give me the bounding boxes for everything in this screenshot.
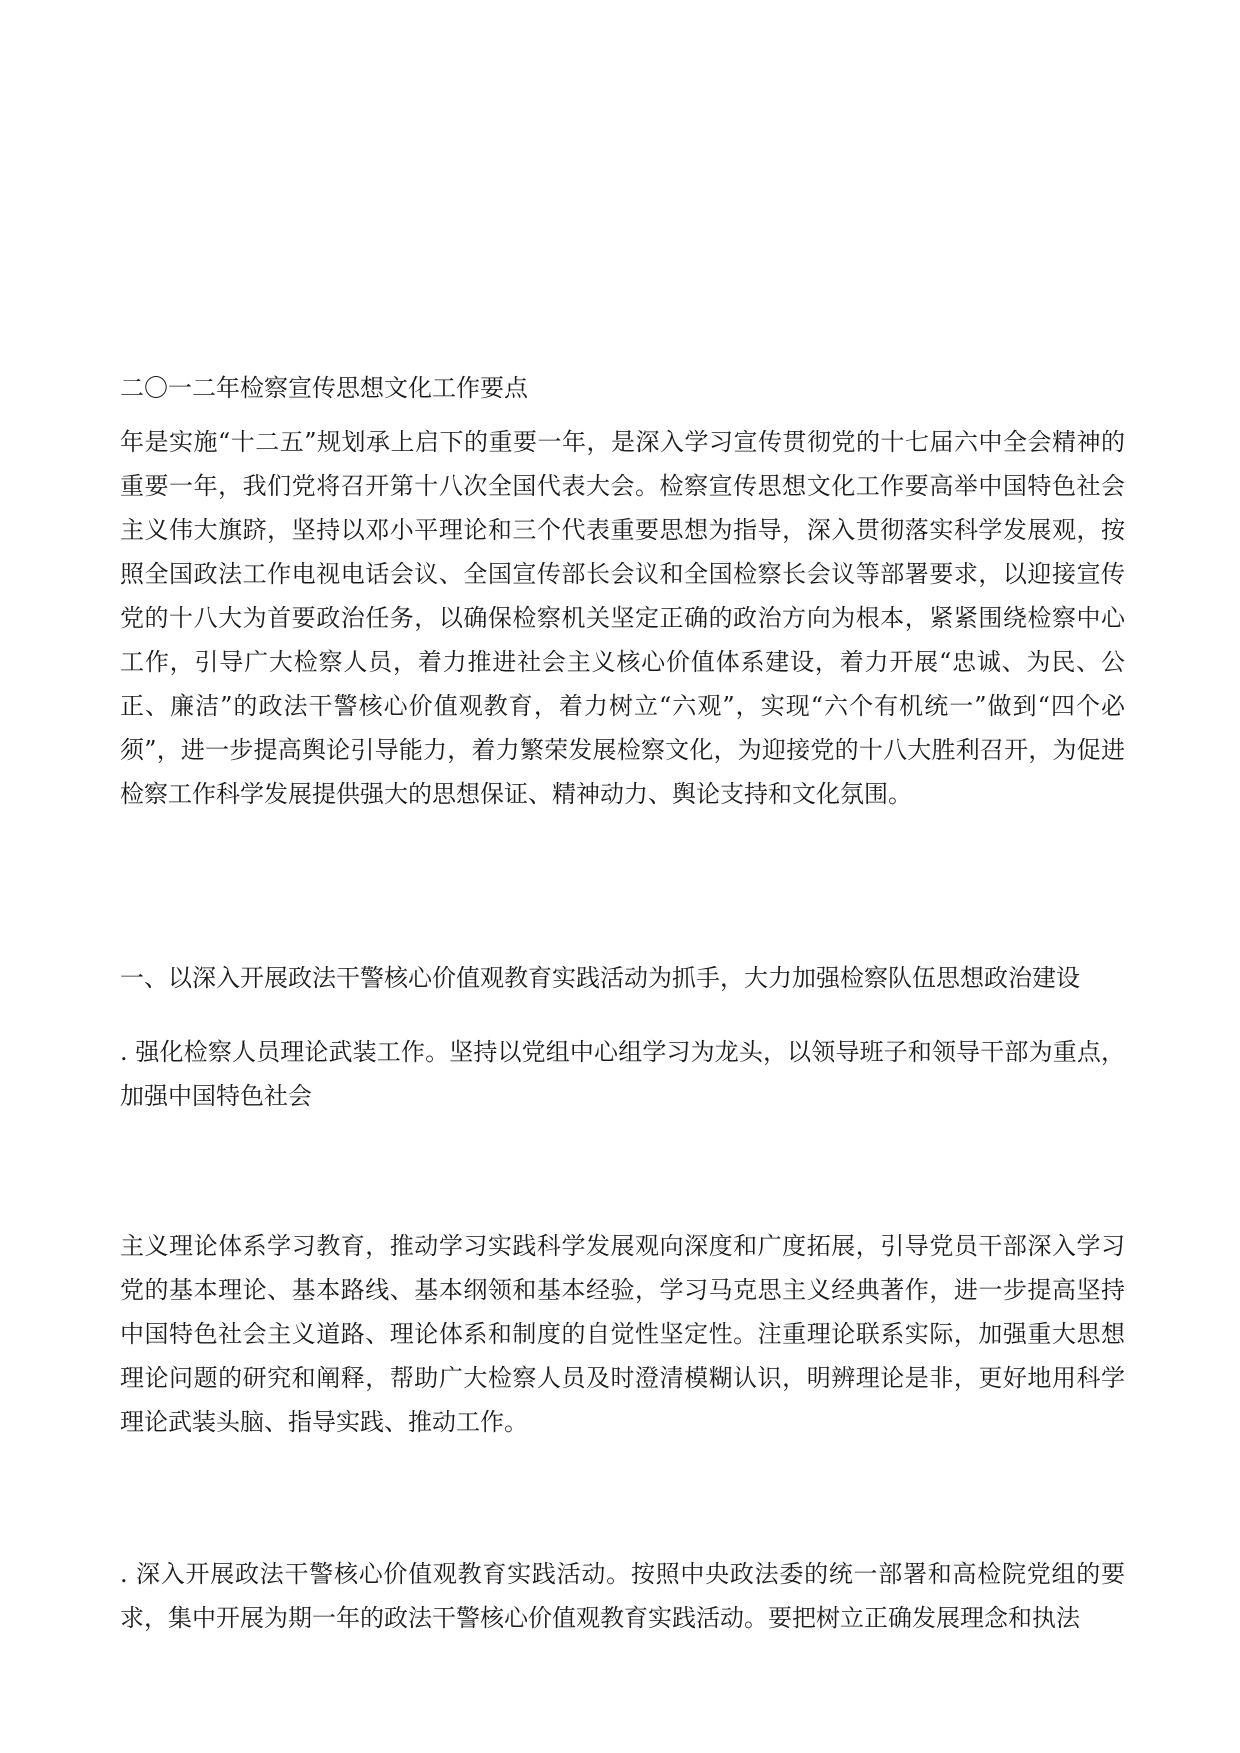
intro-paragraph: 年是实施“十二五”规划承上启下的重要一年，是深入学习宣传贯彻党的十七届六中全会精神的重要一年，我们党将召开第十八次全国代表大会。检察宣传思想文化工作要高举中国特色社会主义伟大旗跻，坚持以邓小平理论和三个代表重要思想为指导，深入贯彻落实科学发展观，按照全国政法工作电视电话会议、全国宣传部长会议和全国检察长会议等部署要求，以迎接宣传党的十八大为首要政治任务，以确保检察机关坚定正确的政治方向为根本，紧紧围绕检察中心工作，引导广大检察人员，着力推进社会主义核心价值体系建设，着力开展“忠诚、为民、公正、廉洁”的政法干警核心价值观教育，着力树立“六观”，实现“六个有机统一”做到“四个必须”，进一步提高舆论引导能力，着力繁荣发展检察文化，为迎接党的十八大胜利召开，为促进检察工作科学发展提供强大的思想保证、精神动力、舆论支持和文化氛围。 [120,428,1125,808]
item-1-paragraph: . 强化检察人员理论武装工作。坚持以党组中心组学习为龙头，以领导班子和领导干部为重点，加强中国特色社会 [120,1038,1125,1110]
document-title: 二〇一二年检察宣传思想文化工作要点 [120,374,528,402]
item-1-continued-paragraph: 主义理论体系学习教育，推动学习实践科学发展观向深度和广度拓展，引导党员干部深入学习党的基本理论、基本路线、基本纲领和基本经验，学习马克思主义经典著作，进一步提高坚持中国特色社会主义道路、理论体系和制度的自觉性坚定性。注重理论联系实际，加强重大思想理论问题的研究和阐释，帮助广大检察人员及时澄清模糊认识，明辨理论是非，更好地用科学理论武装头脑、指导实践、推动工作。 [120,1232,1125,1436]
section-heading: 一、以深入开展政法干警核心价值观教育实践活动为抓手，大力加强检察队伍思想政治建设 [120,964,1080,992]
item-2-paragraph: . 深入开展政法干警核心价值观教育实践活动。按照中央政法委的统一部署和高检院党组的要求，集中开展为期一年的政法干警核心价值观教育实践活动。要把树立正确发展理念和执法 [120,1560,1125,1632]
